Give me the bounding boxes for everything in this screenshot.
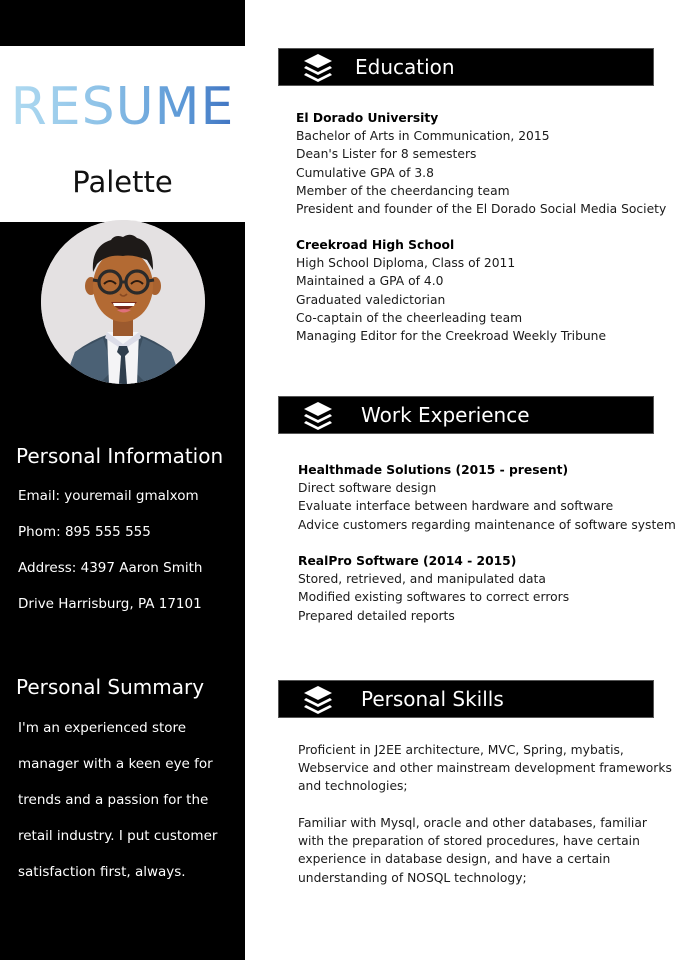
work-entry — [298, 461, 676, 534]
personal-skills-section-header — [278, 680, 654, 718]
summary-line: manager with a keen eye for — [18, 756, 213, 772]
skill-line: experience in database design, and have a certain — [298, 852, 611, 867]
phone-line: Phom: 895 555 555 — [18, 524, 151, 540]
skill-line: understanding of NOSQL technology; — [298, 870, 527, 885]
work-detail: Evaluate interface between hardware and software — [298, 499, 614, 514]
education-detail: Managing Editor for the Creekroad Weekly Tribune — [296, 329, 607, 344]
school-name: Creekroad High School — [296, 238, 455, 252]
education-entry — [296, 109, 666, 218]
summary-line: satisfaction first, always. — [18, 864, 186, 880]
education-detail: High School Diploma, Class of 2011 — [296, 256, 516, 271]
summary-line: I'm an experienced store — [18, 720, 187, 736]
personal-information-heading: Personal Information — [16, 444, 224, 468]
skill-line: and technologies; — [298, 779, 408, 794]
personal-skills-title: Personal Skills — [361, 687, 504, 711]
work-detail: Modified existing softwares to correct errors — [298, 590, 570, 605]
work-detail: Advice customers regarding maintenance of software system — [298, 517, 676, 532]
layers-icon — [301, 53, 335, 83]
email-line: Email: youremail gmalxom — [18, 488, 199, 504]
work-detail: Direct software design — [298, 481, 437, 496]
layers-icon — [301, 685, 335, 715]
skill-paragraph — [298, 814, 658, 887]
address-line-2: Drive Harrisburg, PA 17101 — [18, 596, 202, 612]
address-line-1: Address: 4397 Aaron Smith — [18, 560, 203, 576]
education-detail: Maintained a GPA of 4.0 — [296, 274, 444, 289]
education-entry — [296, 236, 606, 345]
education-detail: Co-captain of the cheerleading team — [296, 310, 523, 325]
education-detail: Cumulative GPA of 3.8 — [296, 165, 434, 180]
avatar-illustration-icon — [41, 220, 205, 384]
work-experience-title: Work Experience — [361, 403, 530, 427]
skill-paragraph — [298, 741, 672, 796]
avatar — [41, 220, 205, 384]
work-experience-section-header — [278, 396, 654, 434]
company-name: RealPro Software (2014 - 2015) — [298, 554, 517, 568]
work-detail: Stored, retrieved, and manipulated data — [298, 572, 546, 587]
education-detail: President and founder of the El Dorado Social Media Society — [296, 202, 667, 217]
skill-line: Webservice and other mainstream development frameworks — [298, 761, 672, 776]
education-detail: Member of the cheerdancing team — [296, 183, 510, 198]
skill-line: Proficient in J2EE architecture, MVC, Spring, mybatis, — [298, 743, 624, 757]
education-detail: Dean's Lister for 8 semesters — [296, 147, 477, 162]
person-name: Palette — [72, 165, 173, 199]
work-entry — [298, 552, 569, 625]
resume-title: RESUME — [0, 72, 245, 142]
education-detail: Bachelor of Arts in Communication, 2015 — [296, 129, 550, 144]
summary-line: retail industry. I put customer — [18, 828, 218, 844]
skill-line: with the preparation of stored procedures, have certain — [298, 834, 640, 849]
school-name: El Dorado University — [296, 111, 439, 125]
layers-icon — [301, 401, 335, 431]
education-title: Education — [355, 55, 455, 79]
education-section-header — [278, 48, 654, 86]
education-detail: Graduated valedictorian — [296, 292, 446, 307]
skill-line: Familiar with Mysql, oracle and other databases, familiar — [298, 816, 647, 830]
work-detail: Prepared detailed reports — [298, 608, 455, 623]
sidebar-top-band — [0, 0, 245, 46]
personal-summary-heading: Personal Summary — [16, 675, 205, 699]
company-name: Healthmade Solutions (2015 - present) — [298, 463, 569, 477]
summary-line: trends and a passion for the — [18, 792, 209, 808]
